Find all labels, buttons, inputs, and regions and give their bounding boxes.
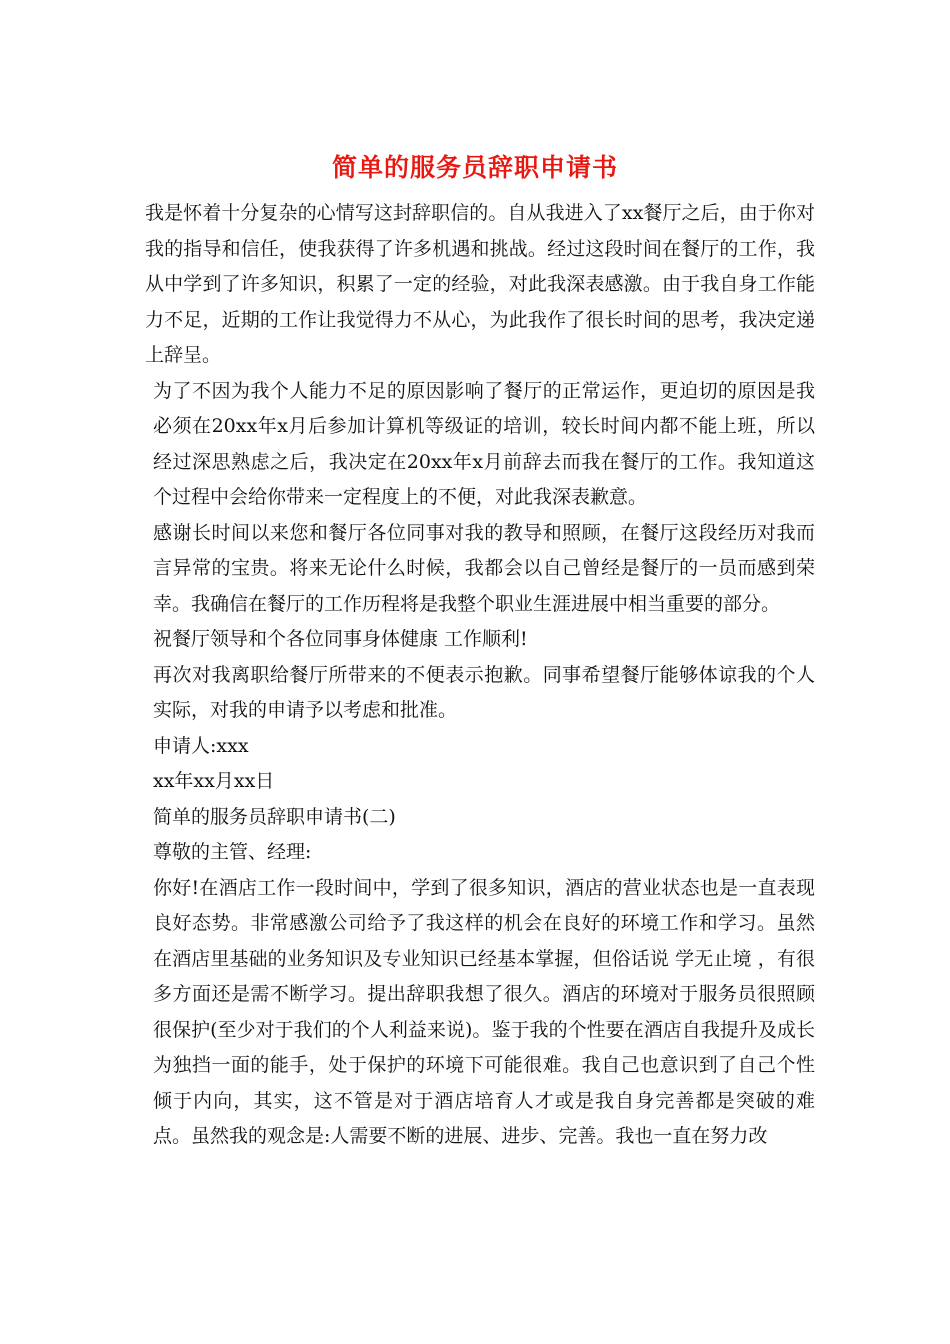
document-title: 简单的服务员辞职申请书 [331,153,618,182]
paragraph-thanks: 感谢长时间以来您和餐厅各位同事对我的教导和照顾，在餐厅这段经历对我而言异常的宝贵。将来无论什么时候，我都会以自己曾经是餐厅的一员而感到荣幸。我确信在餐厅的工作历程将是我整个职业生涯进展中相当重要的部分。 [153,521,815,615]
second-letter-title: 简单的服务员辞职申请书(二) [153,805,396,828]
paragraph-second-letter-body: 你好!在酒店工作一段时间中，学到了很多知识，酒店的营业状态也是一直表现良好态势。非常感激公司给予了我这样的机会在良好的环境工作和学习。虽然在酒店里基础的业务知识及专业知识已经基本掌握，但俗话说 学无止境 ，有很多方面还是需不断学习。提出辞职我想了很久。酒店的环境对于服务员很照顾很保护(至少对于我们的个人利益来说)。鉴于我的个性要在酒店自我提升及成长为独挡一面的能手，处于保护的环境下可能很难。我自己也意识到了自己个性倾于内向，其实，这不管是对于酒店培育人才或是我自身完善都是突破的难点。虽然我的观念是:人需要不断的进展、进步、完善。我也一直在努力改 [153,876,815,1147]
paragraph-reason: 为了不因为我个人能力不足的原因影响了餐厅的正常运作，更迫切的原因是我必须在20xx年x月后参加计算机等级证的培训，较长时间内都不能上班，所以经过深思熟虑之后，我决定在20xx年x月前辞去而我在餐厅的工作。我知道这个过程中会给你带来一定程度上的不便，对此我深表歉意。 [153,379,815,508]
date-line: xx年xx月xx日 [153,770,275,792]
paragraph-wishes: 祝餐厅领导和个各位同事身体健康 工作顺利! [153,628,528,650]
applicant-line: 申请人:xxx [153,734,249,757]
paragraph-intro: 我是怀着十分复杂的心情写这封辞职信的。自从我进入了xx餐厅之后，由于你对我的指导和信任，使我获得了许多机遇和挑战。经过这段时间在餐厅的工作，我从中学到了许多知识，积累了一定的经验，对此我深表感激。由于我自身工作能力不足，近期的工作让我觉得力不从心，为此我作了很长时间的思考，我决定递上辞呈。 [145,202,815,366]
salutation: 尊敬的主管、经理: [153,841,312,863]
document-body [145,196,815,1155]
paragraph-apology: 再次对我离职给餐厅所带来的不便表示抱歉。同事希望餐厅能够体谅我的个人实际，对我的申请予以考虑和批准。 [153,663,815,721]
